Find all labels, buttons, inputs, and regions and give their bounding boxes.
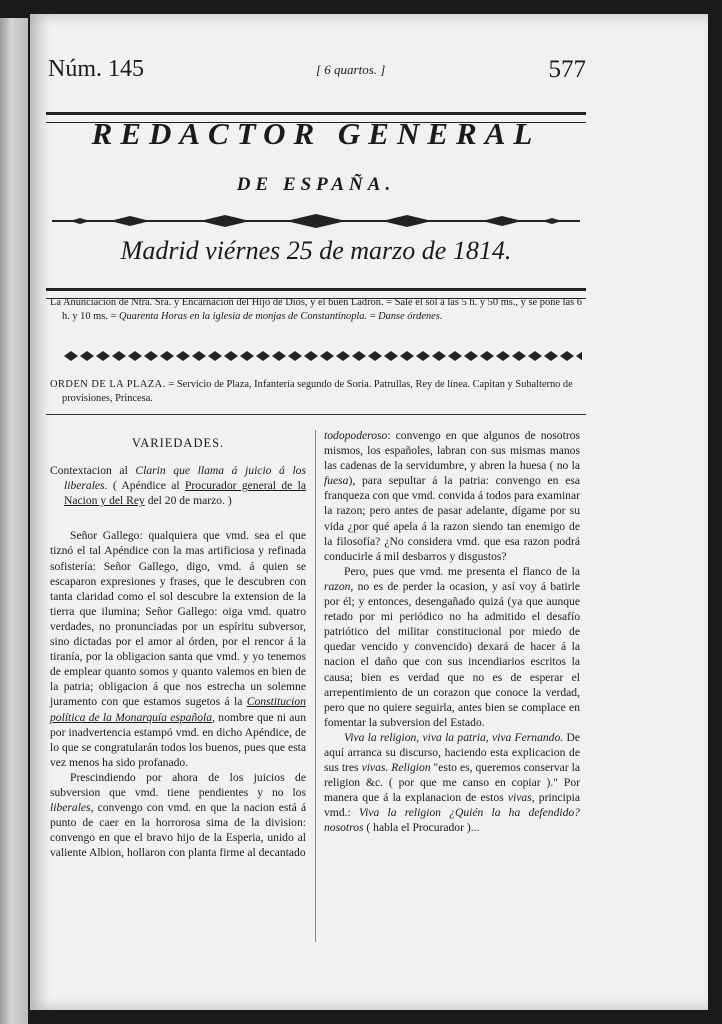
chain-link — [400, 351, 414, 361]
paragraph-text: ( habla el Procurador )... — [363, 821, 480, 835]
notice-separator: = — [367, 311, 379, 322]
paragraph-italic: todopoderoso — [324, 429, 388, 442]
chain-link — [336, 351, 350, 361]
paragraph-text: ), para sepultar á la patria: convengo en esa franqueza con que vmd. convida á todos para examinar la razon; pero antes de pasar adelante, dígame por su vida ¿por qué apela á la razon siendo tan enemigo de la filosofía? ¿No considera vmd. que esa razon podrá conducirle á mil desbarros y disgustos? — [324, 474, 580, 563]
paragraph-text: Pero, pues que vmd. me presenta el flanco de la — [344, 564, 580, 578]
orden-label: ORDEN DE LA PLAZA. — [50, 379, 166, 390]
chain-link — [496, 351, 510, 361]
notice-separator: = — [383, 297, 395, 308]
paragraph-italic: Viva la religion ¿Quién la ha defendido? nosotros — [324, 806, 580, 835]
paragraph-1 — [50, 528, 306, 770]
chain-link — [96, 351, 110, 361]
chain-link — [384, 351, 398, 361]
lead-underlined: Procurador general de la Nacion y del Rey — [64, 479, 306, 508]
paragraph-text: , no es de perder la ocasion, y así voy á batirle por él; y entonces, desengañado quizá (ya que aunque retado por mi periódico no ha admitido el desafío patriótico del militar constitucional por miedo de quedar vencido y convencido) dexará de hacer á la nacion el daño que con sus incendiarios escritos la causa; bien es verdad que no es de esperar el arrepentimiento de un corazon que conoce la verdad, pero que no quiere seguirla, antes bien se complace en fomentar la subversion del Estado. — [324, 579, 580, 729]
ornament-divider — [50, 212, 582, 230]
facing-page-edge — [0, 18, 28, 1024]
chain-link — [544, 351, 558, 361]
chain-link — [144, 351, 158, 361]
chain-link — [528, 351, 542, 361]
paragraph-text: , nombre que ni aun por inadvertencia estampó vmd. en dicho Apéndice, de lo que se congratularán todos los buenos, pues que esta vez menos ha sido profanado. — [50, 710, 306, 769]
chain-link — [80, 351, 94, 361]
paragraph-text: , principia vmd.: — [324, 791, 581, 820]
chain-link — [240, 351, 254, 361]
ornament-chain — [58, 348, 582, 364]
chain-link — [352, 351, 366, 361]
chain-link — [128, 351, 142, 361]
page-number: 577 — [548, 56, 586, 83]
paragraph-text: Señor Gallego: qualquiera que vmd. sea el que tiznó el tal Apéndice con la mas artificiosa y refinada sofistería: Señor Gallego, digo, vmd. á quien se escaparon expresiones y frases, que le descubren con tanta claridad como el sol descubre la extension de la tierra que ilumina; Señor Gallego: oiga vmd. quatro verdades, no pronunciadas por un espíritu subversor, sino dictadas por el amor al órden, por el rencor á la tiranía, por la obligacion santa que vmd. y yo tenemos de emplear quanto somos y quanto valemos en bien de la patria; obligacion á que nos estrecha un solemne juramento con que estamos sugetos á la — [50, 529, 306, 709]
section-heading: VARIEDADES. — [131, 436, 225, 450]
paragraph-italic: fuesa — [324, 474, 349, 488]
paragraph-2 — [50, 770, 306, 861]
chain-link — [368, 351, 382, 361]
chain-link — [512, 351, 526, 361]
paragraph-3 — [324, 564, 580, 730]
issue-number: Núm. 145 — [48, 56, 144, 82]
paragraph-text: , convengo con vmd. en que la nacion está á punto de caer en la horrorosa sima de la division: convengo en que el bravo hijo de la Esperia, unido al valiente Albion, hollaron con planta firme al decantado — [50, 801, 306, 860]
chain-link — [224, 351, 238, 361]
column-divider — [315, 430, 316, 942]
lead-text: Contextacion al — [50, 464, 136, 478]
daily-notice — [50, 296, 582, 324]
paragraph-2-continued — [324, 428, 580, 564]
chain-link — [160, 351, 174, 361]
chain-link — [64, 351, 78, 361]
chain-link — [416, 351, 430, 361]
paragraph-italic: liberales — [50, 801, 91, 815]
chain-link — [112, 351, 126, 361]
chain-link — [272, 351, 286, 361]
orden-separator: = — [165, 379, 177, 390]
paragraph-italic: vivas. Religion — [361, 761, 431, 775]
chain-link — [304, 351, 318, 361]
lead-italic: Clarin que llama á juicio á los liberales. — [64, 464, 306, 493]
paragraph-text: "esto es, queremos conservar la religion &c. ( por que me canso en copiar )." Por manera que á la explanacion de estos — [324, 761, 580, 805]
newspaper-title: REDACTOR GENERAL — [91, 116, 541, 151]
paragraph-text: De aquí arranca su discurso, haciendo esta explicacion de sus tres — [324, 730, 581, 775]
paragraph-text: : convengo en que algunos de nosotros mismos, los españoles, labran con sus mismas manos las cadenas de la servidumbre, y abren la huesa ( no la — [324, 429, 580, 473]
chain-link — [448, 351, 462, 361]
chain-link — [256, 351, 270, 361]
article-lead — [50, 463, 306, 508]
orden-text: Servicio de Plaza, Infantería segundo de Soria. Patrullas, Rey de línea. Capitan y Subalterno de provisiones, Princesa. — [62, 379, 573, 404]
notice-ordenes: Danse órdenes. — [378, 311, 443, 322]
lead-text: ( Apéndice al — [107, 479, 185, 493]
paragraph-italic: razon — [324, 579, 351, 593]
chain-link — [320, 351, 334, 361]
paragraph-italic: Viva la religion, viva la patria, viva Fernando. — [344, 730, 564, 744]
chain-link — [208, 351, 222, 361]
paragraph-italic: Constitucion política de la Monarquía española — [50, 695, 306, 724]
chain-link — [560, 351, 574, 361]
paragraph-italic: vivas — [507, 791, 532, 805]
masthead-header — [48, 56, 586, 90]
chain-link — [432, 351, 446, 361]
chain-link — [576, 351, 582, 361]
paragraph-text: Prescindiendo por ahora de los juicios de subversion que vmd. tiene pendientes y no los — [50, 770, 306, 799]
paragraph-4 — [324, 730, 580, 836]
section-rule — [46, 414, 586, 415]
chain-link — [192, 351, 206, 361]
notice-separator: = — [107, 311, 119, 322]
chain-link — [288, 351, 302, 361]
lead-text: del 20 de marzo. ) — [144, 494, 232, 508]
issue-price: [ 6 quartos. ] — [316, 62, 386, 77]
newspaper-subtitle: DE ESPAÑA. — [236, 174, 396, 195]
chain-link — [480, 351, 494, 361]
orden-de-la-plaza — [50, 378, 582, 406]
notice-sun-times: Sale el sol á las 5 h. y 50 ms., y se pone las 6 h. y 10 ms. — [62, 297, 582, 322]
notice-feast: La Anunciacion de Ntra. Sra. y Encarnacion del Hijo de Dios, y el buen Ladron. — [50, 297, 384, 308]
chain-link — [464, 351, 478, 361]
chain-link — [176, 351, 190, 361]
article-column-left — [50, 428, 306, 860]
notice-quarenta-horas: Quarenta Horas en la iglesia de monjas de Constantinopla. — [118, 311, 368, 322]
article-column-right — [324, 428, 580, 836]
dateline: Madrid viérnes 25 de marzo de 1814. — [120, 236, 512, 265]
